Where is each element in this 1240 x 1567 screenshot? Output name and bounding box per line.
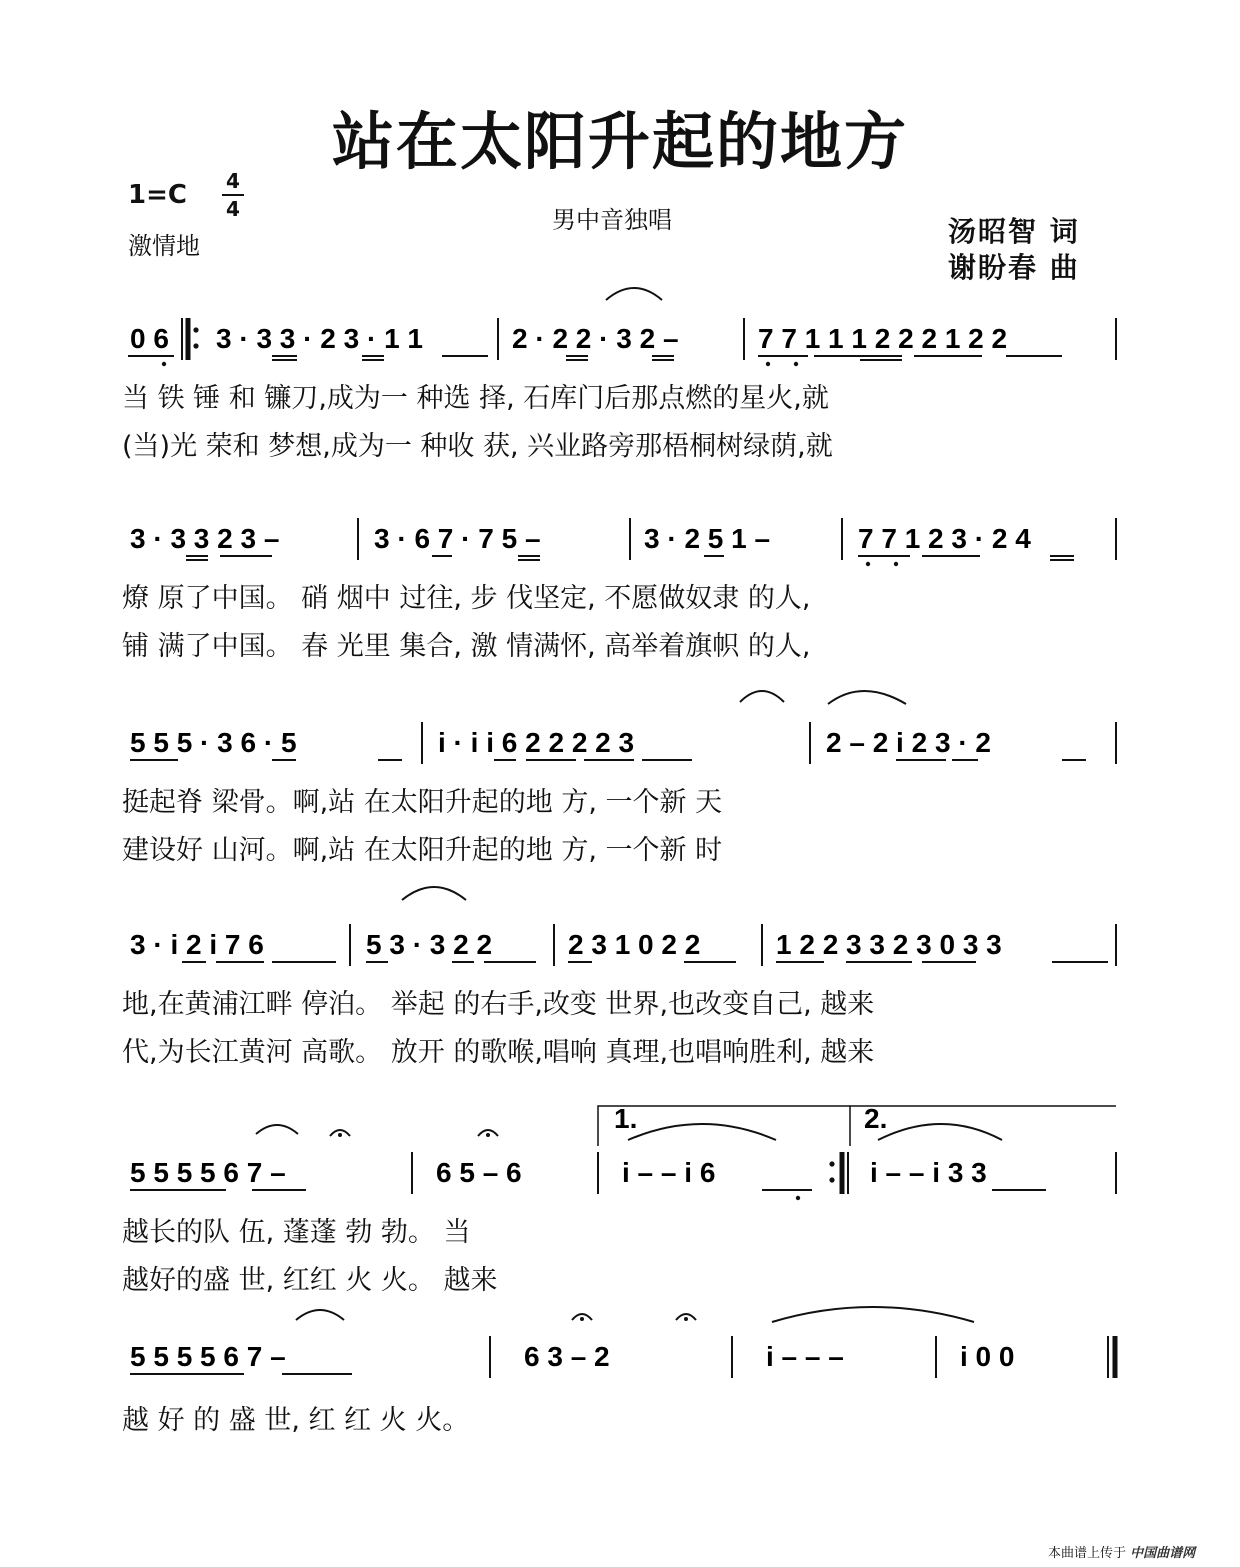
- notation-row-6: [122, 1336, 1122, 1376]
- note: 5 3 · 3 2 2: [366, 929, 493, 960]
- notation-graphics-4: [122, 864, 1122, 984]
- key-signature: 1=C: [128, 180, 187, 210]
- notation-row-1: [122, 318, 1122, 358]
- volta-1-label: 1.: [614, 1103, 638, 1134]
- notation-graphics-2: [122, 458, 1122, 578]
- note: i 0 0: [960, 1341, 1015, 1372]
- notation-graphics-6: [122, 1276, 1122, 1396]
- lyric-line-4-1: 地,在黄浦江畔 停泊。 举起 的右手,改变 世界,也改变自己, 越来: [122, 989, 875, 1020]
- note: 1 2 2 3 3 2 3 0 3 3: [776, 929, 1002, 960]
- time-signature-top: 4: [226, 169, 240, 193]
- lyric-line-3-2: 建设好 山河。啊,站 在太阳升起的地 方, 一个新 时: [122, 835, 723, 866]
- footer-credit: [1048, 1542, 1195, 1561]
- lyric-line-6-1: 越 好 的 盛 世, 红 红 火 火。: [122, 1405, 470, 1436]
- note: 2 – 2 i 2 3 · 2: [826, 727, 991, 758]
- note: 5 5 5 5 6 7 –: [130, 1157, 286, 1188]
- note: 3 · 3 3 2 3 –: [130, 523, 280, 554]
- note: 5 5 5 5 6 7 –: [130, 1341, 286, 1372]
- notation-row-5: [122, 1103, 1122, 1192]
- note: i – – i 6: [622, 1157, 716, 1188]
- composer-credit: 谢盼春 曲: [948, 251, 1080, 284]
- performance-note: 男中音独唱: [552, 206, 672, 234]
- note: 2 · 2 2 · 3 2 –: [512, 323, 679, 354]
- lyric-line-3-1: 挺起脊 梁骨。啊,站 在太阳升起的地 方, 一个新 天: [122, 787, 723, 818]
- notation-graphics-3: [122, 662, 1122, 782]
- lyric-line-2-2: 铺 满了中国。 春 光里 集合, 激 情满怀, 高举着旗帜 的人,: [122, 631, 811, 662]
- note: 0 6: [130, 323, 169, 354]
- lyric-line-2-1: 燎 原了中国。 硝 烟中 过往, 步 伐坚定, 不愿做奴隶 的人,: [122, 583, 811, 614]
- lyric-line-5-1: 越长的队 伍, 蓬蓬 勃 勃。 当: [122, 1217, 471, 1248]
- note: 5 5 5 · 3 6 · 5: [130, 727, 297, 758]
- footer-brand[interactable]: 中国曲谱网: [1130, 1546, 1196, 1561]
- note: 2 3 1 0 2 2: [568, 929, 701, 960]
- note: i – – i 3 3: [870, 1157, 987, 1188]
- notation-row-3: [122, 722, 1122, 762]
- lyric-line-1-1: 当 铁 锤 和 镰刀,成为一 种选 择, 石库门后那点燃的星火,就: [122, 383, 829, 414]
- note: i · i i 6 2 2 2 2 3: [438, 727, 635, 758]
- notation-graphics-1: [122, 258, 1122, 378]
- note: 3 · 6 7 · 7 5 –: [374, 523, 541, 554]
- time-signature-bottom: 4: [226, 197, 240, 221]
- note: 3 · i 2 i 7 6: [130, 929, 264, 960]
- time-signature: [218, 170, 248, 220]
- lyricist-credit: 汤昭智 词: [948, 215, 1080, 248]
- note: 6 5 – 6: [436, 1157, 522, 1188]
- notation-row-2: [122, 518, 1122, 558]
- notation-row-4: [122, 924, 1122, 964]
- note: 3 · 2 5 1 –: [644, 523, 771, 554]
- note: 3 · 3 3 · 2 3 · 1 1: [216, 323, 423, 354]
- lyric-line-4-2: 代,为长江黄河 高歌。 放开 的歌喉,唱响 真理,也唱响胜利, 越来: [122, 1037, 875, 1068]
- footer-prefix: 本曲谱上传于: [1048, 1546, 1127, 1561]
- lyric-line-1-2: (当)光 荣和 梦想,成为一 种收 获, 兴业路旁那梧桐树绿荫,就: [122, 431, 833, 462]
- note: 7 7 1 2 3 · 2 4: [858, 523, 1031, 554]
- volta-2-label: 2.: [864, 1103, 888, 1134]
- note: 7 7 1 1 1 2 2 2 1 2 2: [758, 323, 1008, 354]
- lyric-line-5-2: 越好的盛 世, 红红 火 火。 越来: [122, 1265, 498, 1296]
- notation-graphics-5: [122, 1092, 1122, 1212]
- score-title: 站在太阳升起的地方: [331, 105, 908, 178]
- tempo-marking: 激情地: [128, 232, 200, 260]
- note: i – – –: [766, 1341, 844, 1372]
- note: 6 3 – 2: [524, 1341, 610, 1372]
